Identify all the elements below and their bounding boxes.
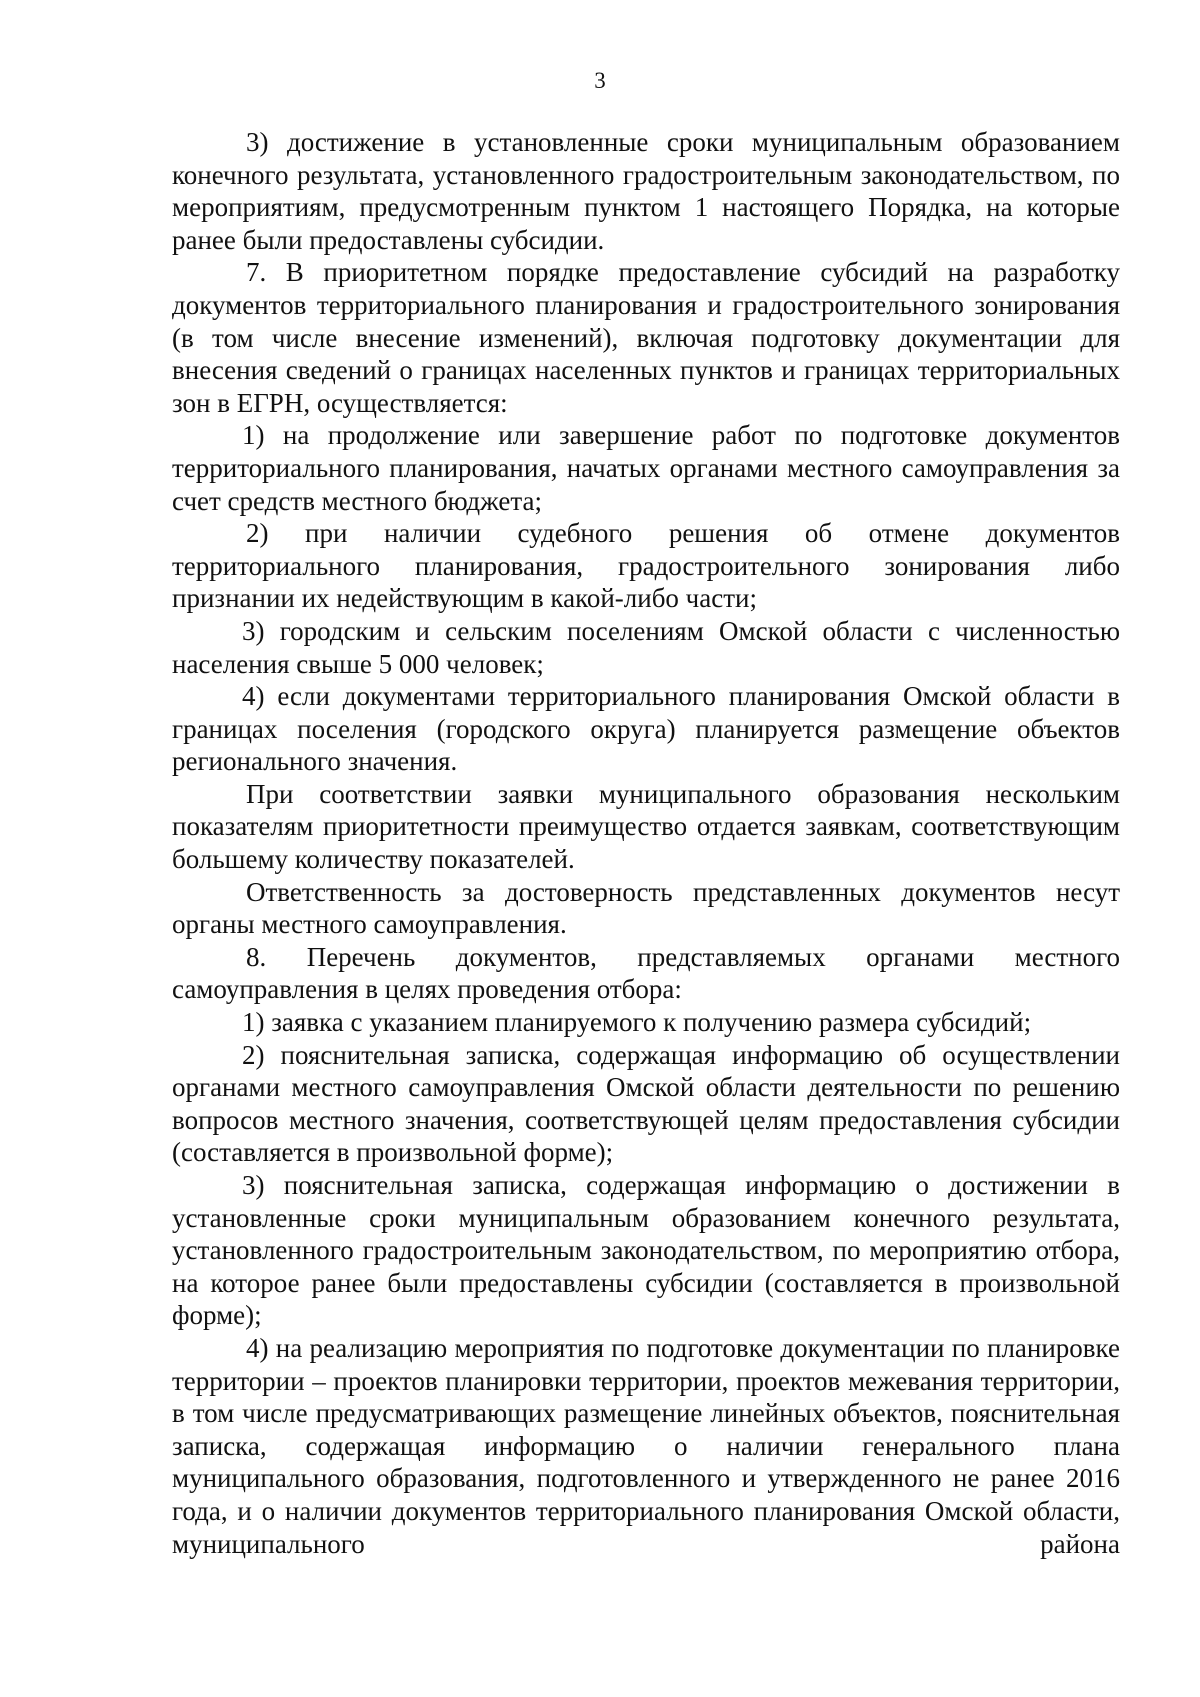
paragraph-7-item-3: 3) городским и сельским поселениям Омской области с численностью населения свыше 5 000 человек; — [172, 615, 1120, 679]
paragraph-7-item-1: 1) на продолжение или завершение работ по подготовке документов территориального планирования, начатых органами местного самоуправления за счет средств местного бюджета; — [172, 420, 1120, 516]
paragraph-8-item-2: 2) пояснительная записка, содержащая информацию об осуществлении органами местного самоуправления Омской области деятельности по решению вопросов местного значения, соответствующей целям предоставления субсидии (составляется в произвольной форме); — [172, 1039, 1120, 1168]
document-body — [172, 126, 1120, 1560]
paragraph-7-item-2: 2) при наличии судебного решения об отмене документов территориального планирования, градостроительного зонирования либо признании их недействующим в какой-либо части; — [172, 518, 1120, 614]
paragraph-section-7: 7. В приоритетном порядке предоставление субсидий на разработку документов территориального планирования и градостроительного зонирования (в том числе внесение изменений), включая подготовку документации для внесения сведений о границах населенных пунктов и границах территориальных зон в ЕГРН, осуществляется: — [172, 257, 1120, 418]
paragraph-responsibility: Ответственность за достоверность представленных документов несут органы местного самоуправления. — [172, 876, 1120, 940]
page-number: 3 — [594, 68, 606, 93]
paragraph-section-8: 8. Перечень документов, представляемых органами местного самоуправления в целях проведения отбора: — [172, 941, 1120, 1005]
paragraph-8-item-3: 3) пояснительная записка, содержащая информацию о достижении в установленные сроки муниципальным образованием конечного результата, установленного градостроительным законодательством, по мероприятию отбора, на которое ранее были предоставлены субсидии (составляется в произвольной форме); — [172, 1170, 1120, 1331]
paragraph-8-item-1: 1) заявка с указанием планируемого к получению размера субсидий; — [242, 1007, 1032, 1038]
paragraph-priority-note: При соответствии заявки муниципального образования нескольким показателям приоритетности преимущество отдается заявкам, соответствующим большему количеству показателей. — [172, 778, 1120, 875]
paragraph-item-3-result: 3) достижение в установленные сроки муниципальным образованием конечного результата, установленного градостроительным законодательством, по мероприятиям, предусмотренным пунктом 1 настоящего Порядка, на которые ранее были предоставлены субсидии. — [172, 127, 1120, 255]
paragraph-8-item-4: 4) на реализацию мероприятия по подготовке документации по планировке территории – проектов планировки территории, проектов межевания территории, в том числе предусматривающих размещение линейных объектов, пояснительная записка, содержащая информацию о наличии генерального плана муниципального образования, подготовленного и утвержденного не ранее 2016 года, и о наличии документов территориального планирования Омской области, муниципального района — [172, 1332, 1120, 1559]
paragraph-7-item-4: 4) если документами территориального планирования Омской области в границах поселения (городского округа) планируется размещение объектов регионального значения. — [172, 681, 1120, 777]
